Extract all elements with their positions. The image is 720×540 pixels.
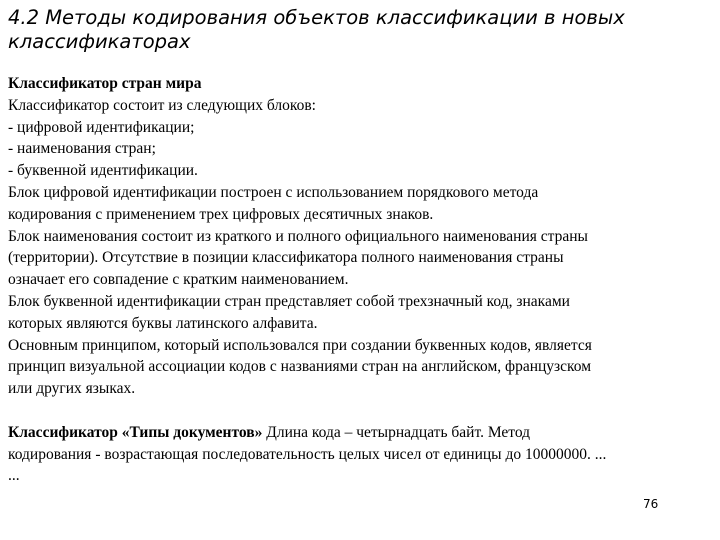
body-line: кодирования с применением трех цифровых десятичных знаков. [8,205,434,223]
body-line: которых являются буквы латинского алфавита. [8,314,318,332]
body-line: Классификатор состоит из следующих блоков: [8,96,316,114]
body-line: Блок цифровой идентификации построен с использованием порядкового метода [8,183,539,201]
section-heading-countries: Классификатор стран мира [8,75,202,92]
body-line: - буквенной идентификации. [8,162,198,180]
body-line: означает его совпадение с кратким наименованием. [8,271,349,289]
title-line-2: классификаторах [8,30,191,53]
body-line: - наименования стран; [8,140,156,158]
doc-types-line-1 [8,422,714,444]
body-line: Блок наименования состоит из краткого и полного официального наименования страны [8,227,588,245]
body-line: Блок буквенной идентификации стран представляет собой трехзначный код, знаками [8,292,570,310]
doc-types-line-1-rest: Длина кода – четырнадцать байт. Метод [262,423,531,441]
body-line: или других языках. [8,380,136,398]
title-line-1: 4.2 Методы кодирования объектов классификации в новых [8,6,625,29]
slide-title [8,6,708,54]
doc-types-line-3: ... [8,467,20,485]
doc-types-line-2: кодирования - возрастающая последовательность целых чисел от единицы до 10000000. ... [8,445,607,463]
body-line: принцип визуальной ассоциации кодов с названиями стран на английском, французском [8,358,592,376]
paragraph-gap [8,400,714,422]
slide-body [8,73,714,487]
body-line: Основным принципом, который использовался при создании буквенных кодов, является [8,336,592,354]
body-line: - цифровой идентификации; [8,118,195,136]
page-number: 76 [643,497,659,511]
section-heading-doc-types: Классификатор «Типы документов» [8,423,263,441]
body-line: (территории). Отсутствие в позиции классификатора полного наименования страны [8,249,564,267]
